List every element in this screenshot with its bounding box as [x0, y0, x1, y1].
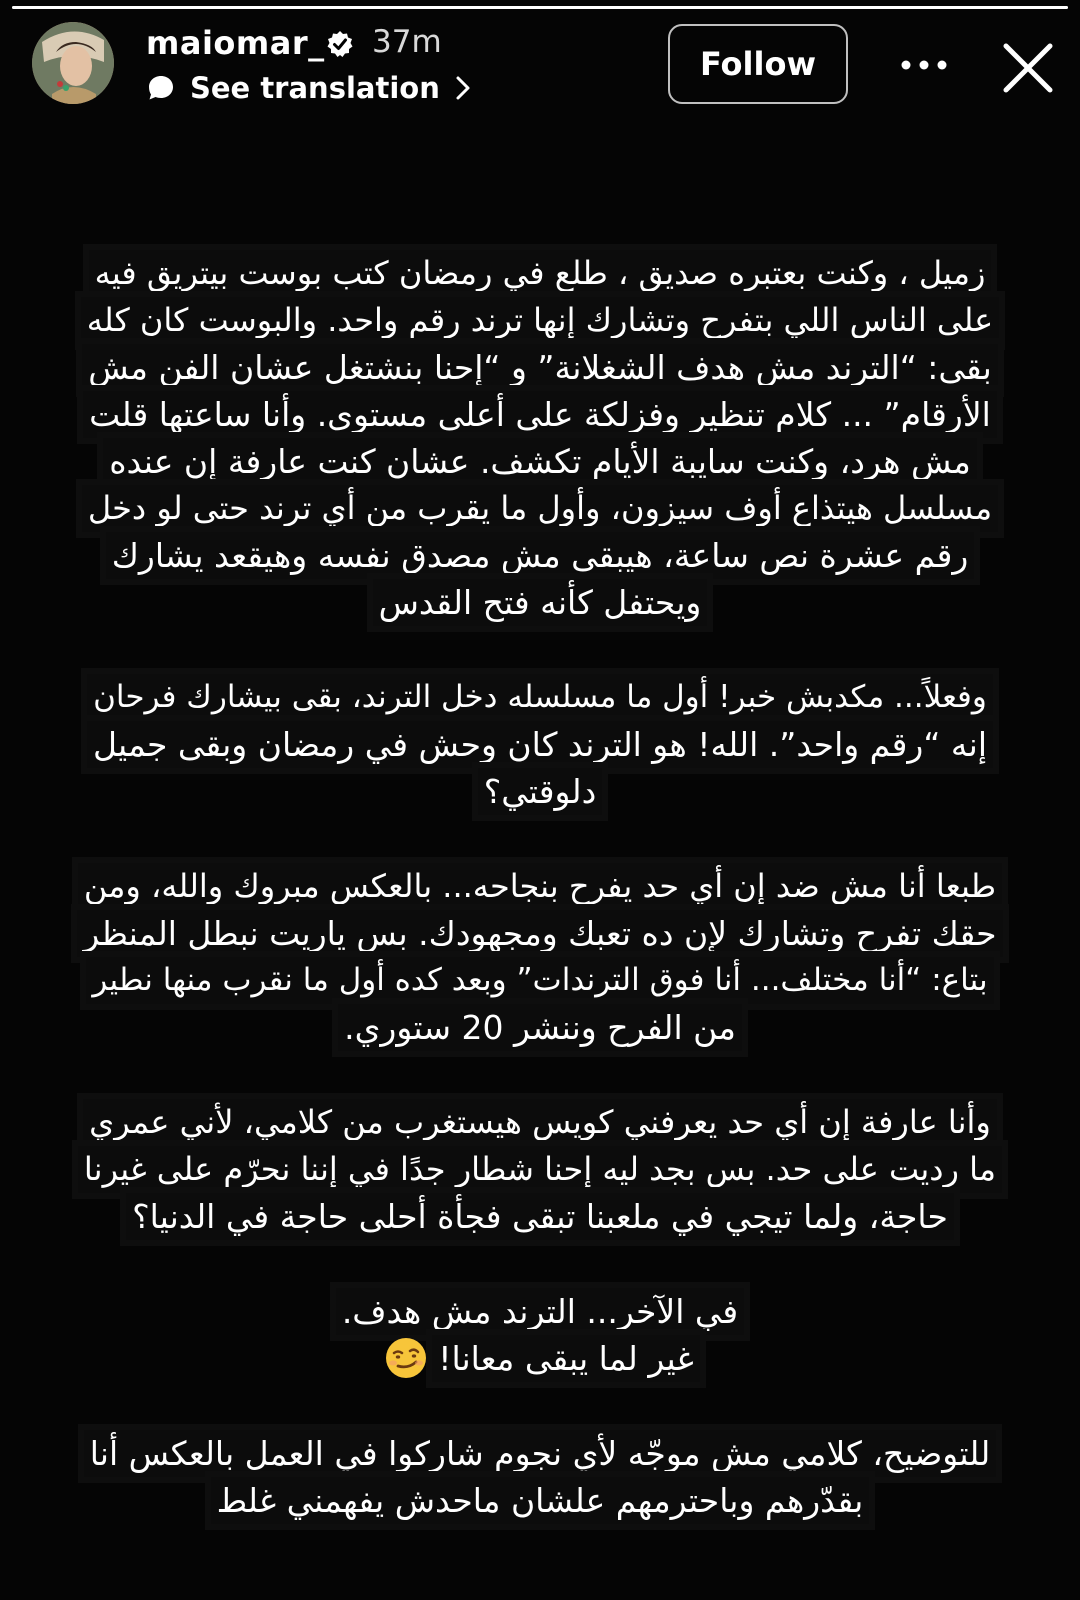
story-line-row	[70, 485, 1010, 532]
story-line-row	[70, 863, 1010, 910]
post-time: 37m	[372, 24, 442, 60]
story-line: في الآخر... الترند مش هدف.	[336, 1288, 744, 1335]
story-line: حقك تفرح وتشارك لإن ده تعبك ومجهودك. بس ياريت نبطل المنظر	[77, 910, 1002, 957]
story-line-row	[70, 297, 1010, 344]
story-line-row	[70, 1288, 1010, 1335]
verified-badge-icon	[326, 30, 354, 58]
story-line-row	[70, 438, 1010, 485]
story-header	[0, 0, 1080, 130]
story-line-row	[70, 579, 1010, 626]
story-line: ما رديت على حد. بس بجد ليه إحنا شطار جدًا في إننا نحرّم على غيرنا	[78, 1146, 1002, 1193]
story-line-row	[70, 1146, 1010, 1193]
story-line-row	[70, 1193, 1010, 1240]
story-line-row	[70, 250, 1010, 297]
story-line: من الفرح وننشر 20 ستوري.	[338, 1004, 742, 1051]
story-line-row	[70, 910, 1010, 957]
story-line-row	[70, 674, 1010, 721]
avatar[interactable]	[32, 22, 114, 104]
story-paragraph	[70, 1099, 1010, 1240]
story-line: حاجة، ولما تيجي في ملعبنا تبقى فجأة أحلى حاجة في الدنيا؟	[126, 1193, 954, 1240]
story-line-row	[70, 391, 1010, 438]
close-icon[interactable]	[1000, 40, 1056, 96]
story-line-row	[70, 1099, 1010, 1146]
story-line: وأنا عارفة إن أي حد يعرفني كويس هيستغرب من كلامي، لأني عمري	[83, 1099, 997, 1146]
story-paragraph	[70, 1288, 1010, 1382]
story-text-block	[70, 250, 1010, 1572]
story-line-row	[70, 1004, 1010, 1051]
story-line: للتوضيح، كلامي مش موجّه لأي نجوم شاركوا في العمل بالعكس أنا	[84, 1430, 997, 1477]
follow-button[interactable]: Follow	[668, 24, 848, 104]
story-line-row	[70, 721, 1010, 768]
story-line-row	[70, 1477, 1010, 1524]
more-icon[interactable]	[898, 52, 950, 78]
story-paragraph	[70, 250, 1010, 626]
story-line: رقم عشرة نص ساعة، هيبقى مش مصدق نفسه وهيقعد يشارك	[106, 532, 975, 579]
story-line: غير لما يبقى معانا!	[432, 1335, 700, 1382]
story-line: وفعلاً... مكدبش خبر! أول ما مسلسله دخل الترند، بقى بيشارك فرحان	[87, 674, 993, 721]
story-line: مش هرد، وكنت سايبة الأيام تكشف. عشان كنت عارفة إن عنده	[103, 438, 977, 485]
story-line-row	[70, 957, 1010, 1004]
story-line-row	[70, 344, 1010, 391]
story-paragraph	[70, 674, 1010, 815]
story-line-row	[70, 768, 1010, 815]
story-line: بقى: “الترند مش هدف الشغلانة” و “إحنا بنشتغل عشان الفن مش	[82, 344, 998, 391]
story-line: ويحتفل كأنه فتح القدس	[373, 579, 708, 626]
story-line-row	[70, 1430, 1010, 1477]
see-translation-link[interactable]	[146, 68, 472, 108]
chevron-right-icon	[454, 75, 472, 101]
story-line-row	[70, 1335, 1010, 1382]
see-translation-label[interactable]: See translation	[190, 71, 440, 105]
story-line: الأرقام” ... كلام تنظير وفزلكة على أعلى مستوى. وأنا ساعتها قلت	[83, 391, 997, 438]
story-line-row	[70, 532, 1010, 579]
story-line: دلوقتي؟	[478, 768, 603, 815]
story-line: إنه “رقم واحد”. الله! هو الترند كان وحش في رمضان وبقى جميل	[87, 721, 993, 768]
story-line: مسلسل هيتذاع أوف سيزون، وأول ما يقرب من أي ترند حتى لو دخل	[82, 485, 998, 532]
speech-bubble-icon	[146, 73, 176, 103]
story-line: زميل ، وكنت بعتبره صديق ، طلع في رمضان كتب بوست بيتريق فيه	[89, 250, 992, 297]
story-paragraph	[70, 1430, 1010, 1524]
story-line: على الناس اللي بتفرح وتشارك إنها ترند رقم واحد. والبوست كان كله	[81, 297, 1000, 344]
story-line: طبعا أنا مش ضد إن أي حد يفرح بنجاحه... بالعكس مبروك والله، ومن	[78, 863, 1002, 910]
story-line: بتاع: “أنا مختلف... أنا فوق الترندات” وبعد كده أول ما نقرب منها نطير	[86, 957, 993, 1004]
story-paragraph	[70, 863, 1010, 1051]
smirk-emoji-icon	[384, 1336, 428, 1380]
username[interactable]: maiomar_	[146, 24, 325, 62]
story-line: بقدّرهم وباحترمهم علشان ماحدش يفهمني غلط	[211, 1477, 870, 1524]
